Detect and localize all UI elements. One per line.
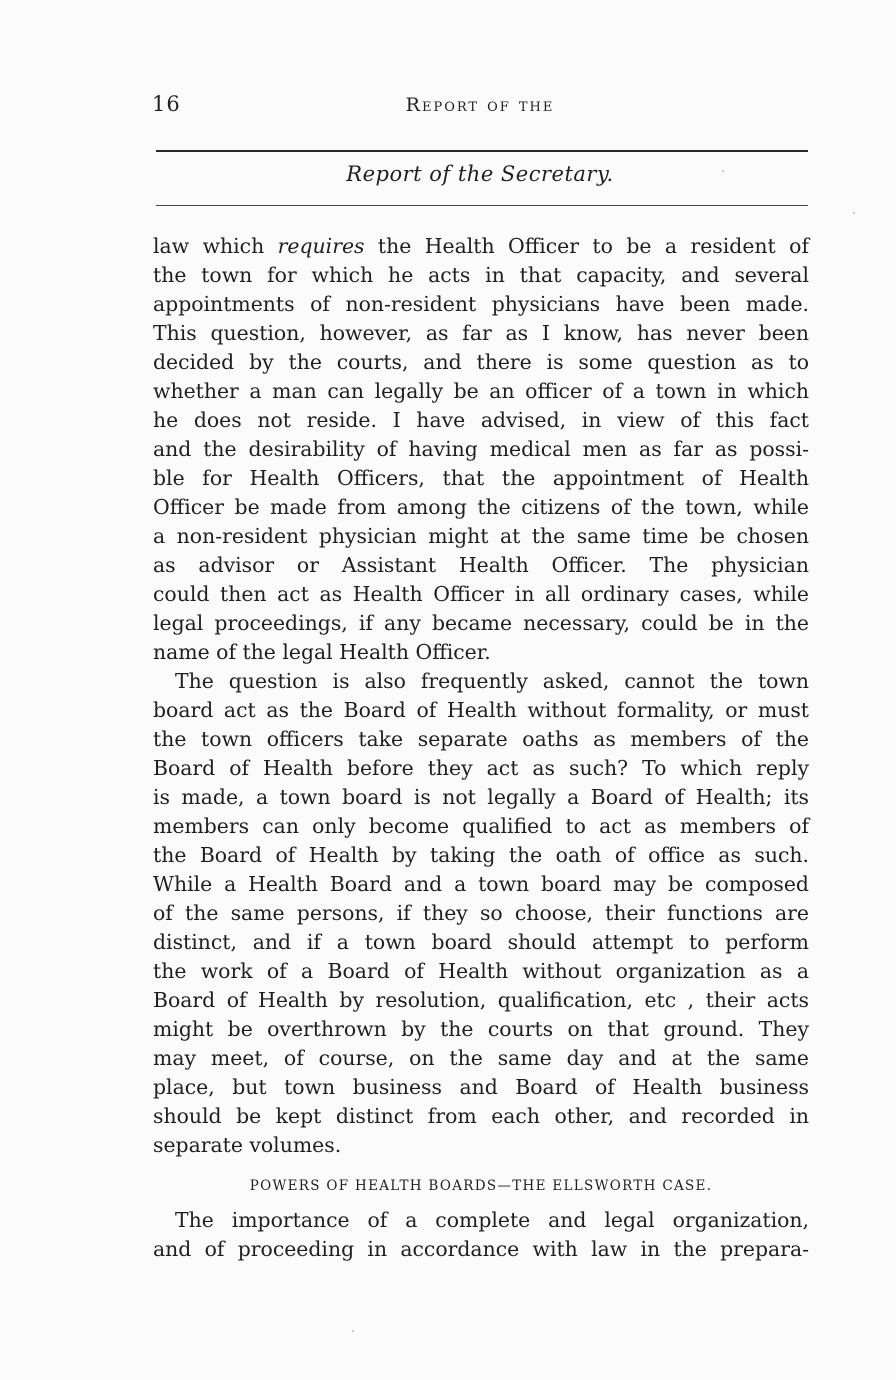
page-number: 16 [152, 92, 181, 116]
text-line: distinct, and if a town board should attempt to perform [153, 930, 809, 954]
text-line: a non-resident physician might at the same time be chosen [153, 524, 809, 548]
running-title: Report of the [405, 94, 555, 116]
text-line: board act as the Board of Health without formality, or must [153, 698, 809, 722]
text-line: ble for Health Officers, that the appointment of Health [153, 466, 809, 490]
text-line: the town for which he acts in that capacity, and several [153, 263, 809, 287]
paragraph-2 [153, 667, 809, 1160]
paper-speck [853, 212, 855, 214]
text-line: Board of Health before they act as such? To which reply [153, 756, 809, 780]
text-line: separate volumes. [153, 1133, 342, 1157]
text-line: the Board of Health by taking the oath of office as such. [153, 843, 809, 867]
section-heading: POWERS OF HEALTH BOARDS—THE ELLSWORTH CASE. [249, 1178, 713, 1194]
text-line: name of the legal Health Officer. [153, 640, 491, 664]
text-line: should be kept distinct from each other, and recorded in [153, 1104, 809, 1128]
text-line: might be overthrown by the courts on that ground. They [153, 1017, 809, 1041]
header-rule-top [156, 150, 808, 152]
paper-speck [352, 1330, 354, 1332]
text-line: may meet, of course, on the same day and at the same [153, 1046, 809, 1070]
text-line: Officer be made from among the citizens of the town, while [153, 495, 809, 519]
text-line: the work of a Board of Health without organization as a [153, 959, 809, 983]
text-line: legal proceedings, if any became necessary, could be in the [153, 611, 809, 635]
text-line: members can only become qualified to act as members of [153, 814, 809, 838]
text-line: decided by the courts, and there is some question as to [153, 350, 809, 374]
text-line: and the desirability of having medical men as far as possi- [153, 437, 809, 461]
section-subhead: Report of the Secretary. [346, 162, 614, 186]
paragraph-3 [153, 1206, 809, 1264]
text-line: he does not reside. I have advised, in view of this fact [153, 408, 809, 432]
paragraph-1 [153, 232, 809, 667]
text-line: and of proceeding in accordance with law in the prepara- [153, 1237, 809, 1261]
text-line: is made, a town board is not legally a Board of Health; its [153, 785, 809, 809]
text-line: law which requires the Health Officer to be a resident of [153, 234, 809, 258]
text-line: This question, however, as far as I know, has never been [153, 321, 809, 345]
text-line: of the same persons, if they so choose, their functions are [153, 901, 809, 925]
text-line: Board of Health by resolution, qualification, etc , their acts [153, 988, 809, 1012]
running-head [152, 92, 808, 122]
text-line: The question is also frequently asked, cannot the town [175, 669, 809, 693]
emphasis-requires: requires [277, 234, 365, 258]
paper-speck [722, 170, 724, 172]
text-line: the town officers take separate oaths as members of the [153, 727, 809, 751]
body-text [153, 232, 809, 1264]
text-line: as advisor or Assistant Health Officer. The physician [153, 553, 809, 577]
text-line: place, but town business and Board of Health business [153, 1075, 809, 1099]
text-line: appointments of non-resident physicians have been made. [153, 292, 809, 316]
text-line: could then act as Health Officer in all ordinary cases, while [153, 582, 809, 606]
text-line: The importance of a complete and legal organization, [175, 1208, 809, 1232]
text-line: whether a man can legally be an officer of a town in which [153, 379, 809, 403]
text-line: While a Health Board and a town board may be composed [153, 872, 809, 896]
header-rule-bottom [156, 205, 808, 206]
